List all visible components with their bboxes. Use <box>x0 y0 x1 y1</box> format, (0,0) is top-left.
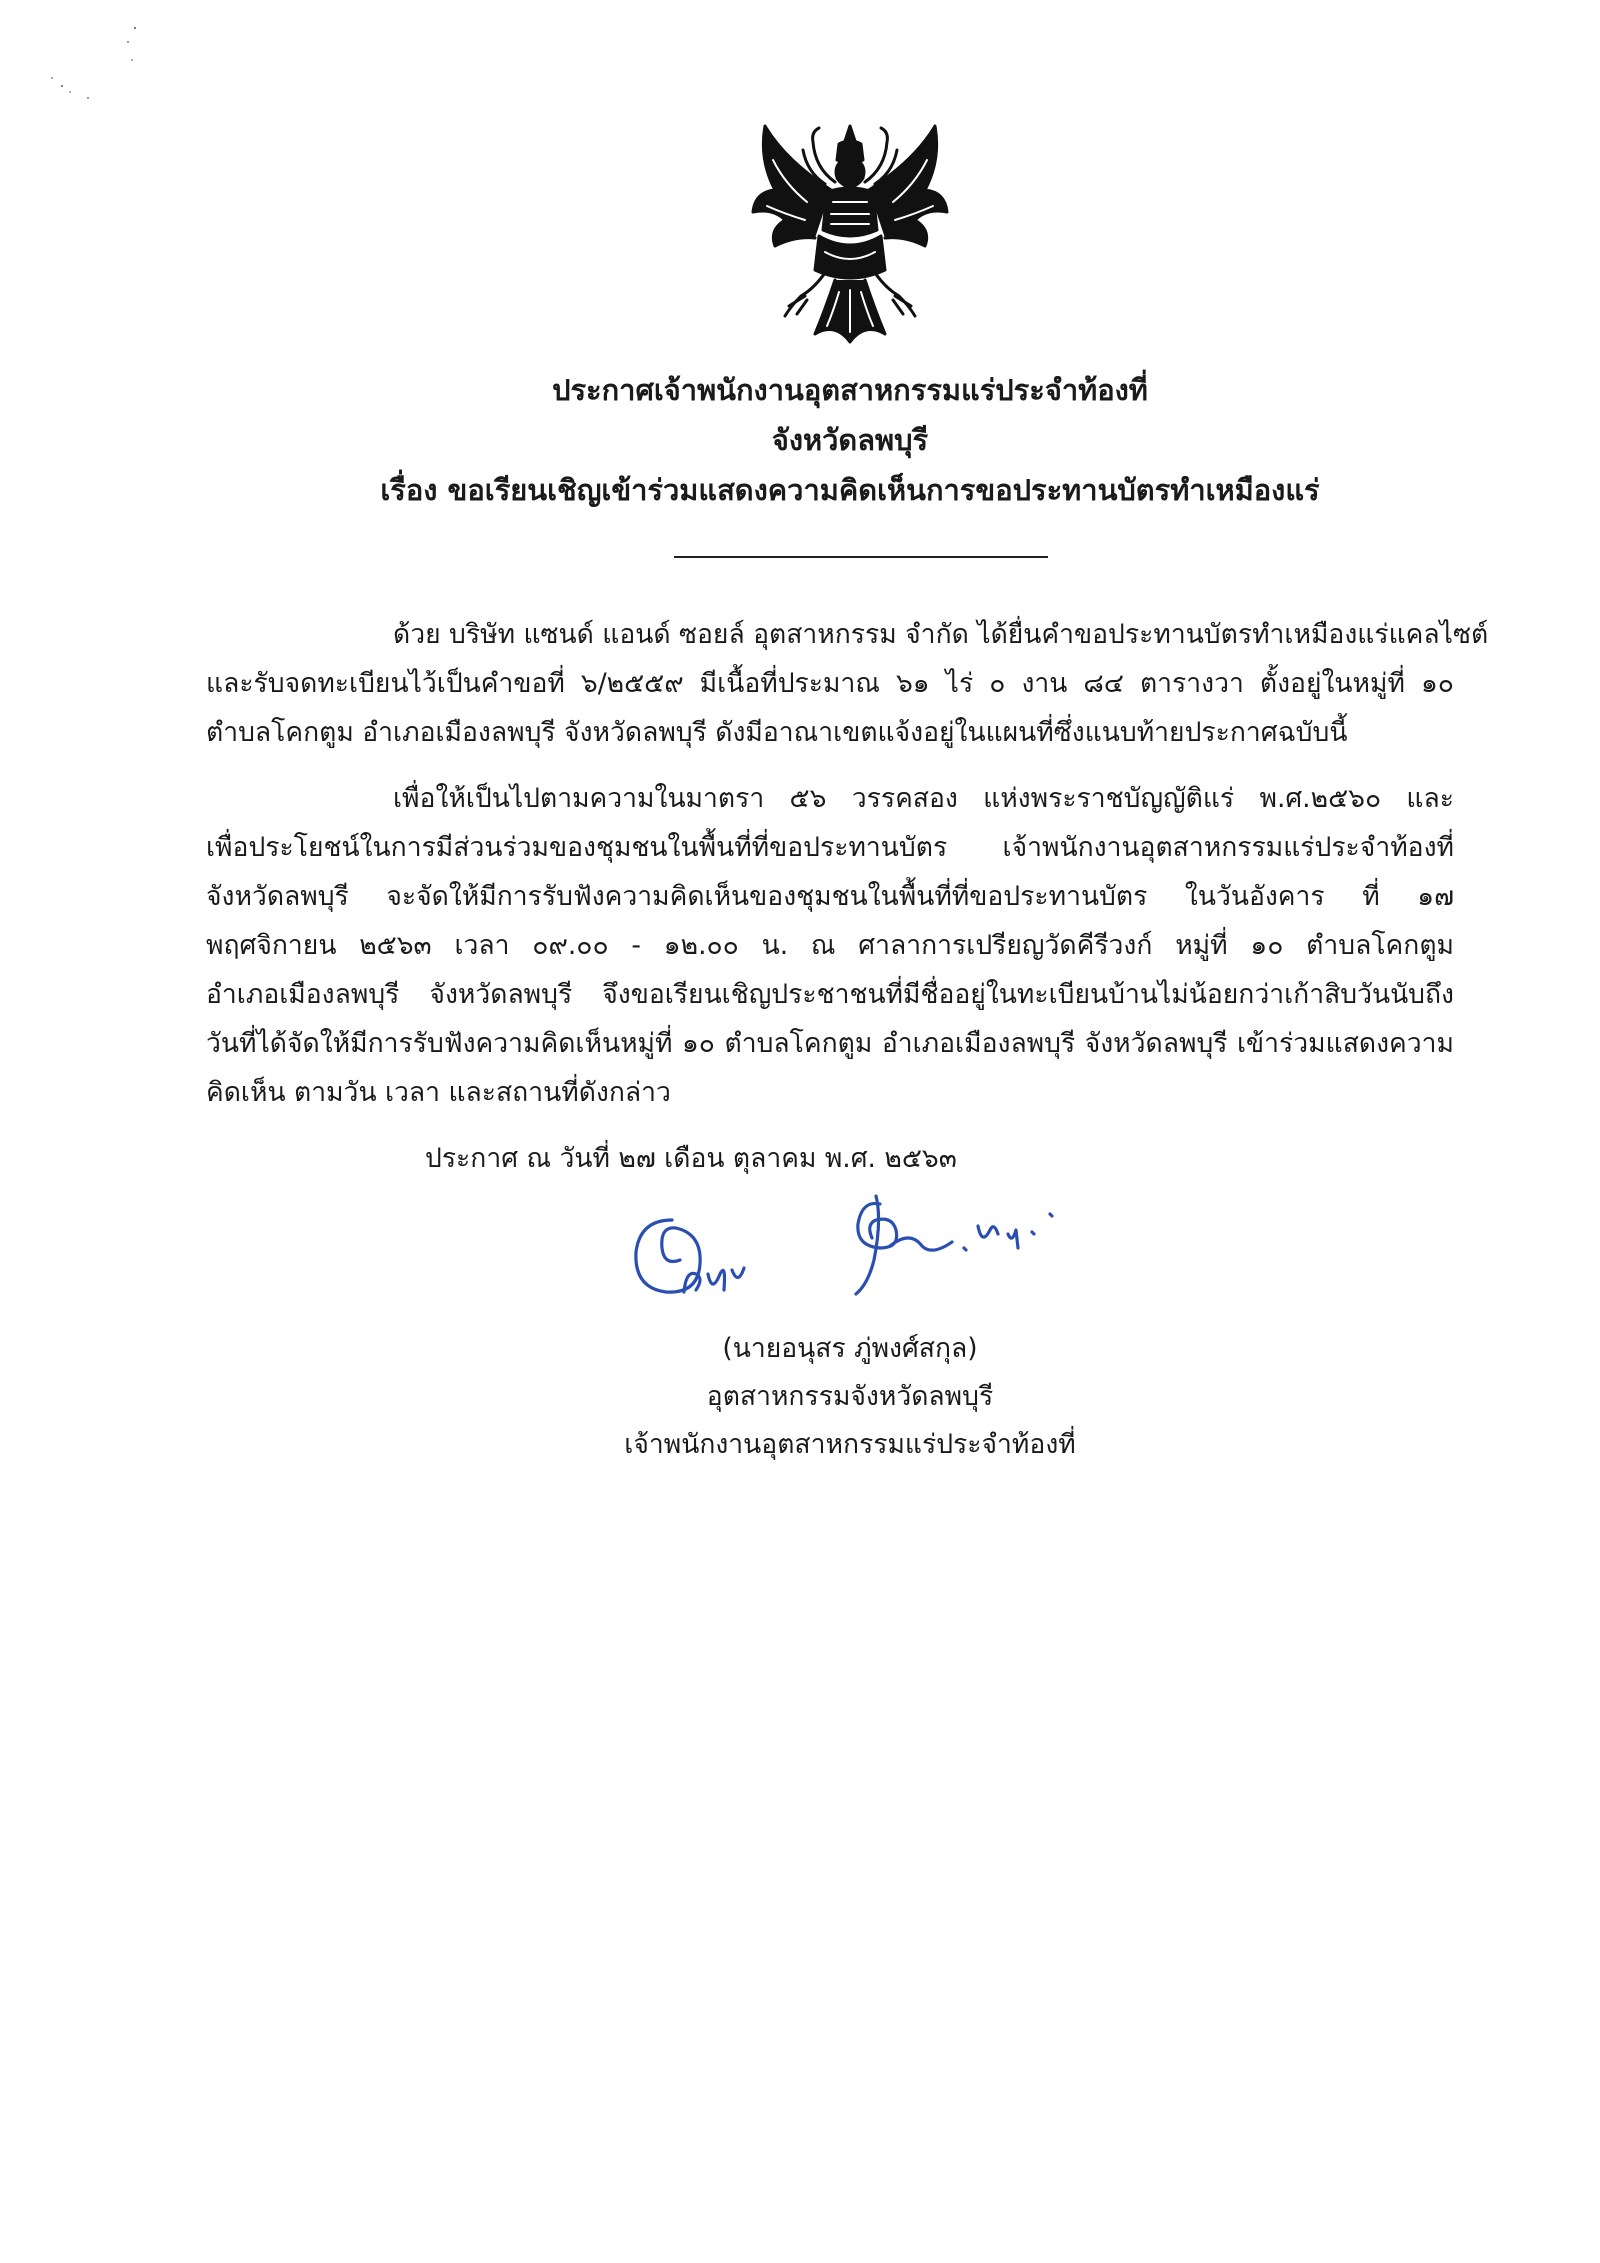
signatory-title-1: อุตสาหกรรมจังหวัดลพบุรี <box>706 1381 994 1412</box>
paragraph2-line: เพื่อประโยชน์ในการมีส่วนร่วมของชุมชนในพื้นที่ที่ขอประทานบัตร เจ้าพนักงานอุตสาหกรรมแร่ประจำท้องที่ <box>206 832 1454 863</box>
signatory-name: (นายอนุสร ภู่พงศ์สกุล) <box>722 1333 978 1364</box>
paragraph2-line: อำเภอเมืองลพบุรี จังหวัดลพบุรี จึงขอเรียนเชิญประชาชนที่มีชื่ออยู่ในทะเบียนบ้านไม่น้อยกว่าเก้าสิบวันนับถึง <box>206 979 1454 1010</box>
handwritten-signature-icon <box>580 1190 1100 1320</box>
scan-speck-marks <box>40 20 160 110</box>
paragraph2-line: พฤศจิกายน ๒๕๖๓ เวลา ๐๙.๐๐ - ๑๒.๐๐ น. ณ ศาลาการเปรียญวัดคีรีวงก์ หมู่ที่ ๑๐ ตำบลโคกตูม <box>206 930 1454 961</box>
paragraph2-line: คิดเห็น ตามวัน เวลา และสถานที่ดังกล่าว <box>206 1077 671 1108</box>
heading-subject: เรื่อง ขอเรียนเชิญเข้าร่วมแสดงความคิดเห็นการขอประทานบัตรทำเหมืองแร่ <box>380 473 1320 507</box>
garuda-emblem-icon <box>745 120 955 350</box>
signatory-title-2: เจ้าพนักงานอุตสาหกรรมแร่ประจำท้องที่ <box>624 1429 1076 1460</box>
announce-date: ประกาศ ณ วันที่ ๒๗ เดือน ตุลาคม พ.ศ. ๒๕๖๓ <box>425 1143 957 1174</box>
paragraph1-line: ด้วย บริษัท แซนด์ แอนด์ ซอยล์ อุตสาหกรรม จำกัด ได้ยื่นคำขอประทานบัตรทำเหมืองแร่แคลไซต์ <box>393 619 1489 650</box>
heading-divider <box>674 556 1048 558</box>
paragraph2-line: เพื่อให้เป็นไปตามความในมาตรา ๕๖ วรรคสอง แห่งพระราชบัญญัติแร่ พ.ศ.๒๕๖๐ และ <box>393 783 1454 814</box>
paragraph1-line: และรับจดทะเบียนไว้เป็นคำขอที่ ๖/๒๕๕๙ มีเนื้อที่ประมาณ ๖๑ ไร่ ๐ งาน ๘๔ ตารางวา ตั้งอยู่ในหมู่ที่ ๑๐ <box>206 668 1454 699</box>
paragraph2-line: จังหวัดลพบุรี จะจัดให้มีการรับฟังความคิดเห็นของชุมชนในพื้นที่ที่ขอประทานบัตร ในวันอังคาร ที่ ๑๗ <box>206 881 1454 912</box>
paragraph1-line: ตำบลโคกตูม อำเภอเมืองลพบุรี จังหวัดลพบุรี ดังมีอาณาเขตแจ้งอยู่ในแผนที่ซึ่งแนบท้ายประกาศฉบับนี้ <box>206 717 1348 748</box>
heading-line-1: ประกาศเจ้าพนักงานอุตสาหกรรมแร่ประจำท้องที่ <box>552 373 1148 407</box>
heading-line-2: จังหวัดลพบุรี <box>771 423 929 457</box>
paragraph2-line: วันที่ได้จัดให้มีการรับฟังความคิดเห็นหมู่ที่ ๑๐ ตำบลโคกตูม อำเภอเมืองลพบุรี จังหวัดลพบุรี เข้าร่วมแสดงความ <box>206 1028 1454 1059</box>
